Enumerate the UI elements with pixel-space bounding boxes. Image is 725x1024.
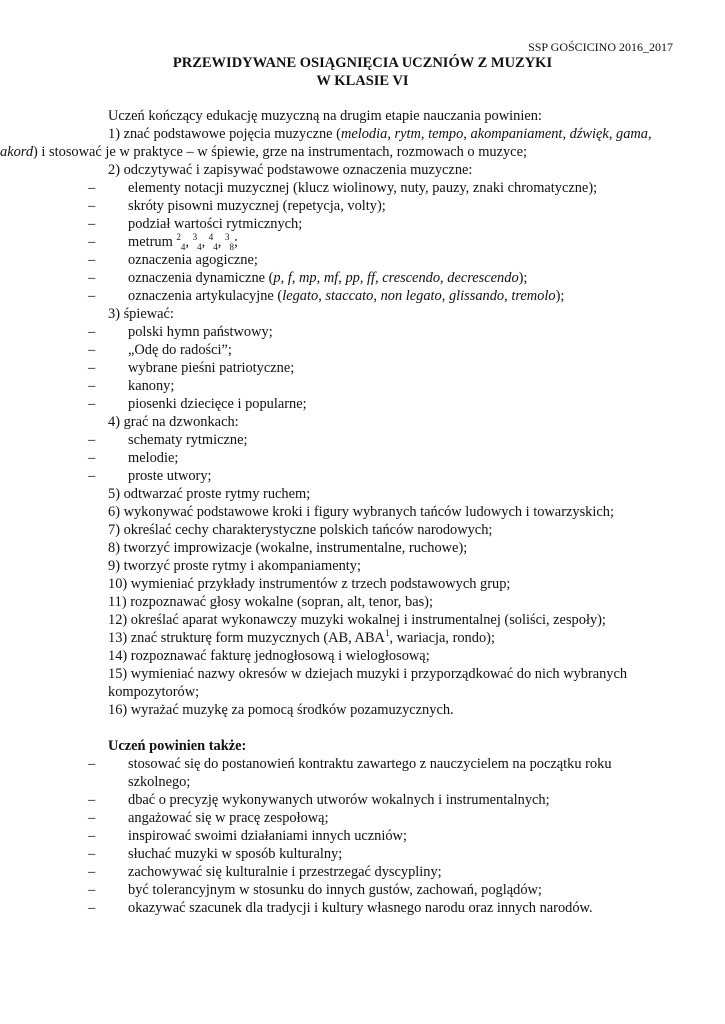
sub-list-item: – stosować się do postanowień kontraktu zawartego z nauczycielem na początku roku szkolnego; xyxy=(88,756,612,790)
sub-list-item: – schematy rytmiczne; xyxy=(88,432,248,448)
sub-list-item: – melodie; xyxy=(88,450,179,466)
sub-list-item: – angażować się w pracę zespołową; xyxy=(88,810,329,826)
list-item: 11) rozpoznawać głosy wokalne (sopran, alt, tenor, bas); xyxy=(108,594,433,610)
list-item: 1) znać podstawowe pojęcia muzyczne (melodia, rytm, tempo, akompaniament, dźwięk, gama, xyxy=(108,126,652,142)
sub-list-item: – skróty pisowni muzycznej (repetycja, volty); xyxy=(88,198,386,214)
list-item: 4) grać na dzwonkach: xyxy=(108,414,239,430)
sub-list-item: – zachowywać się kulturalnie i przestrzegać dyscypliny; xyxy=(88,864,442,880)
section-heading: Uczeń powinien także: xyxy=(108,738,247,754)
sub-list-item: – proste utwory; xyxy=(88,468,212,484)
sub-list-item: – dbać o precyzję wykonywanych utworów wokalnych i instrumentalnych; xyxy=(88,792,550,808)
list-item: 8) tworzyć improwizacje (wokalne, instrumentalne, ruchowe); xyxy=(108,540,468,556)
sub-list-item: – podział wartości rytmicznych; xyxy=(88,216,303,232)
list-item: 3) śpiewać: xyxy=(108,306,174,322)
sub-list-item: – okazywać szacunek dla tradycji i kultury własnego narodu oraz innych narodów. xyxy=(88,900,593,916)
sub-list-item: – być tolerancyjnym w stosunku do innych gustów, zachowań, poglądów; xyxy=(88,882,542,898)
list-item: 16) wyrażać muzykę za pomocą środków pozamuzycznych. xyxy=(108,702,454,718)
spacer xyxy=(88,719,673,737)
sub-list-item: – kanony; xyxy=(88,378,175,394)
list-item: 6) wykonywać podstawowe kroki i figury wybranych tańców ludowych i towarzyskich; xyxy=(108,504,614,520)
list-item: 5) odtwarzać proste rytmy ruchem; xyxy=(108,486,311,502)
intro-paragraph: Uczeń kończący edukację muzyczną na drugim etapie nauczania powinien: xyxy=(108,108,542,124)
list-item: 2) odczytywać i zapisywać podstawowe oznaczenia muzyczne: xyxy=(108,162,473,178)
sub-list-item: – inspirować swoimi działaniami innych uczniów; xyxy=(88,828,407,844)
list-item: 15) wymieniać nazwy okresów w dziejach muzyki i przyporządkować do nich wybranych kompozytorów; xyxy=(108,666,628,700)
list-item: 10) wymieniać przykłady instrumentów z trzech podstawowych grup; xyxy=(108,576,511,592)
list-item: 14) rozpoznawać fakturę jednogłosową i wielogłosową; xyxy=(108,648,430,664)
document-title: PRZEWIDYWANE OSIĄGNIĘCIA UCZNIÓW Z MUZYKI xyxy=(172,55,553,71)
sub-list-item: – oznaczenia agogiczne; xyxy=(88,252,258,268)
list-item: 13) znać strukturę form muzycznych (AB, ABA$^1$, wariacja, rondo); xyxy=(108,628,495,646)
sub-list-item: – „Odę do radości”; xyxy=(88,342,232,358)
list-item: 9) tworzyć proste rytmy i akompaniamenty; xyxy=(108,558,361,574)
list-item: 12) określać aparat wykonawczy muzyki wokalnej i instrumentalnej (soliści, zespoły); xyxy=(108,612,606,628)
sub-list-item-articulation: – oznaczenia artykulacyjne (legato, staccato, non legato, glissando, tremolo); xyxy=(88,288,565,304)
sub-list-item-dynamics: – oznaczenia dynamiczne (p, f, mp, mf, pp, ff, crescendo, decrescendo); xyxy=(88,270,528,286)
document-subtitle: W KLASIE VI xyxy=(316,73,409,89)
sub-list-item: – wybrane pieśni patriotyczne; xyxy=(88,360,295,376)
sub-list-item: – elementy notacji muzycznej (klucz wiolinowy, nuty, pauzy, znaki chromatyczne); xyxy=(88,180,598,196)
sub-list-item: – polski hymn państwowy; xyxy=(88,324,273,340)
school-year-label: SSP GOŚCICINO 2016_2017 xyxy=(528,40,673,54)
document-body xyxy=(0,107,673,917)
sub-list-item: – słuchać muzyki w sposób kulturalny; xyxy=(88,846,343,862)
list-item-continuation: akord) i stosować je w praktyce – w śpiewie, grze na instrumentach, rozmowach o muzyce; xyxy=(0,144,527,160)
sub-list-item: – piosenki dziecięce i popularne; xyxy=(88,396,307,412)
list-item: 7) określać cechy charakterystyczne polskich tańców narodowych; xyxy=(108,522,493,538)
sub-list-item-metrum: – metrum $^2_4$, $^3_4$, $^4_4$, $^3_8$; xyxy=(88,232,238,252)
